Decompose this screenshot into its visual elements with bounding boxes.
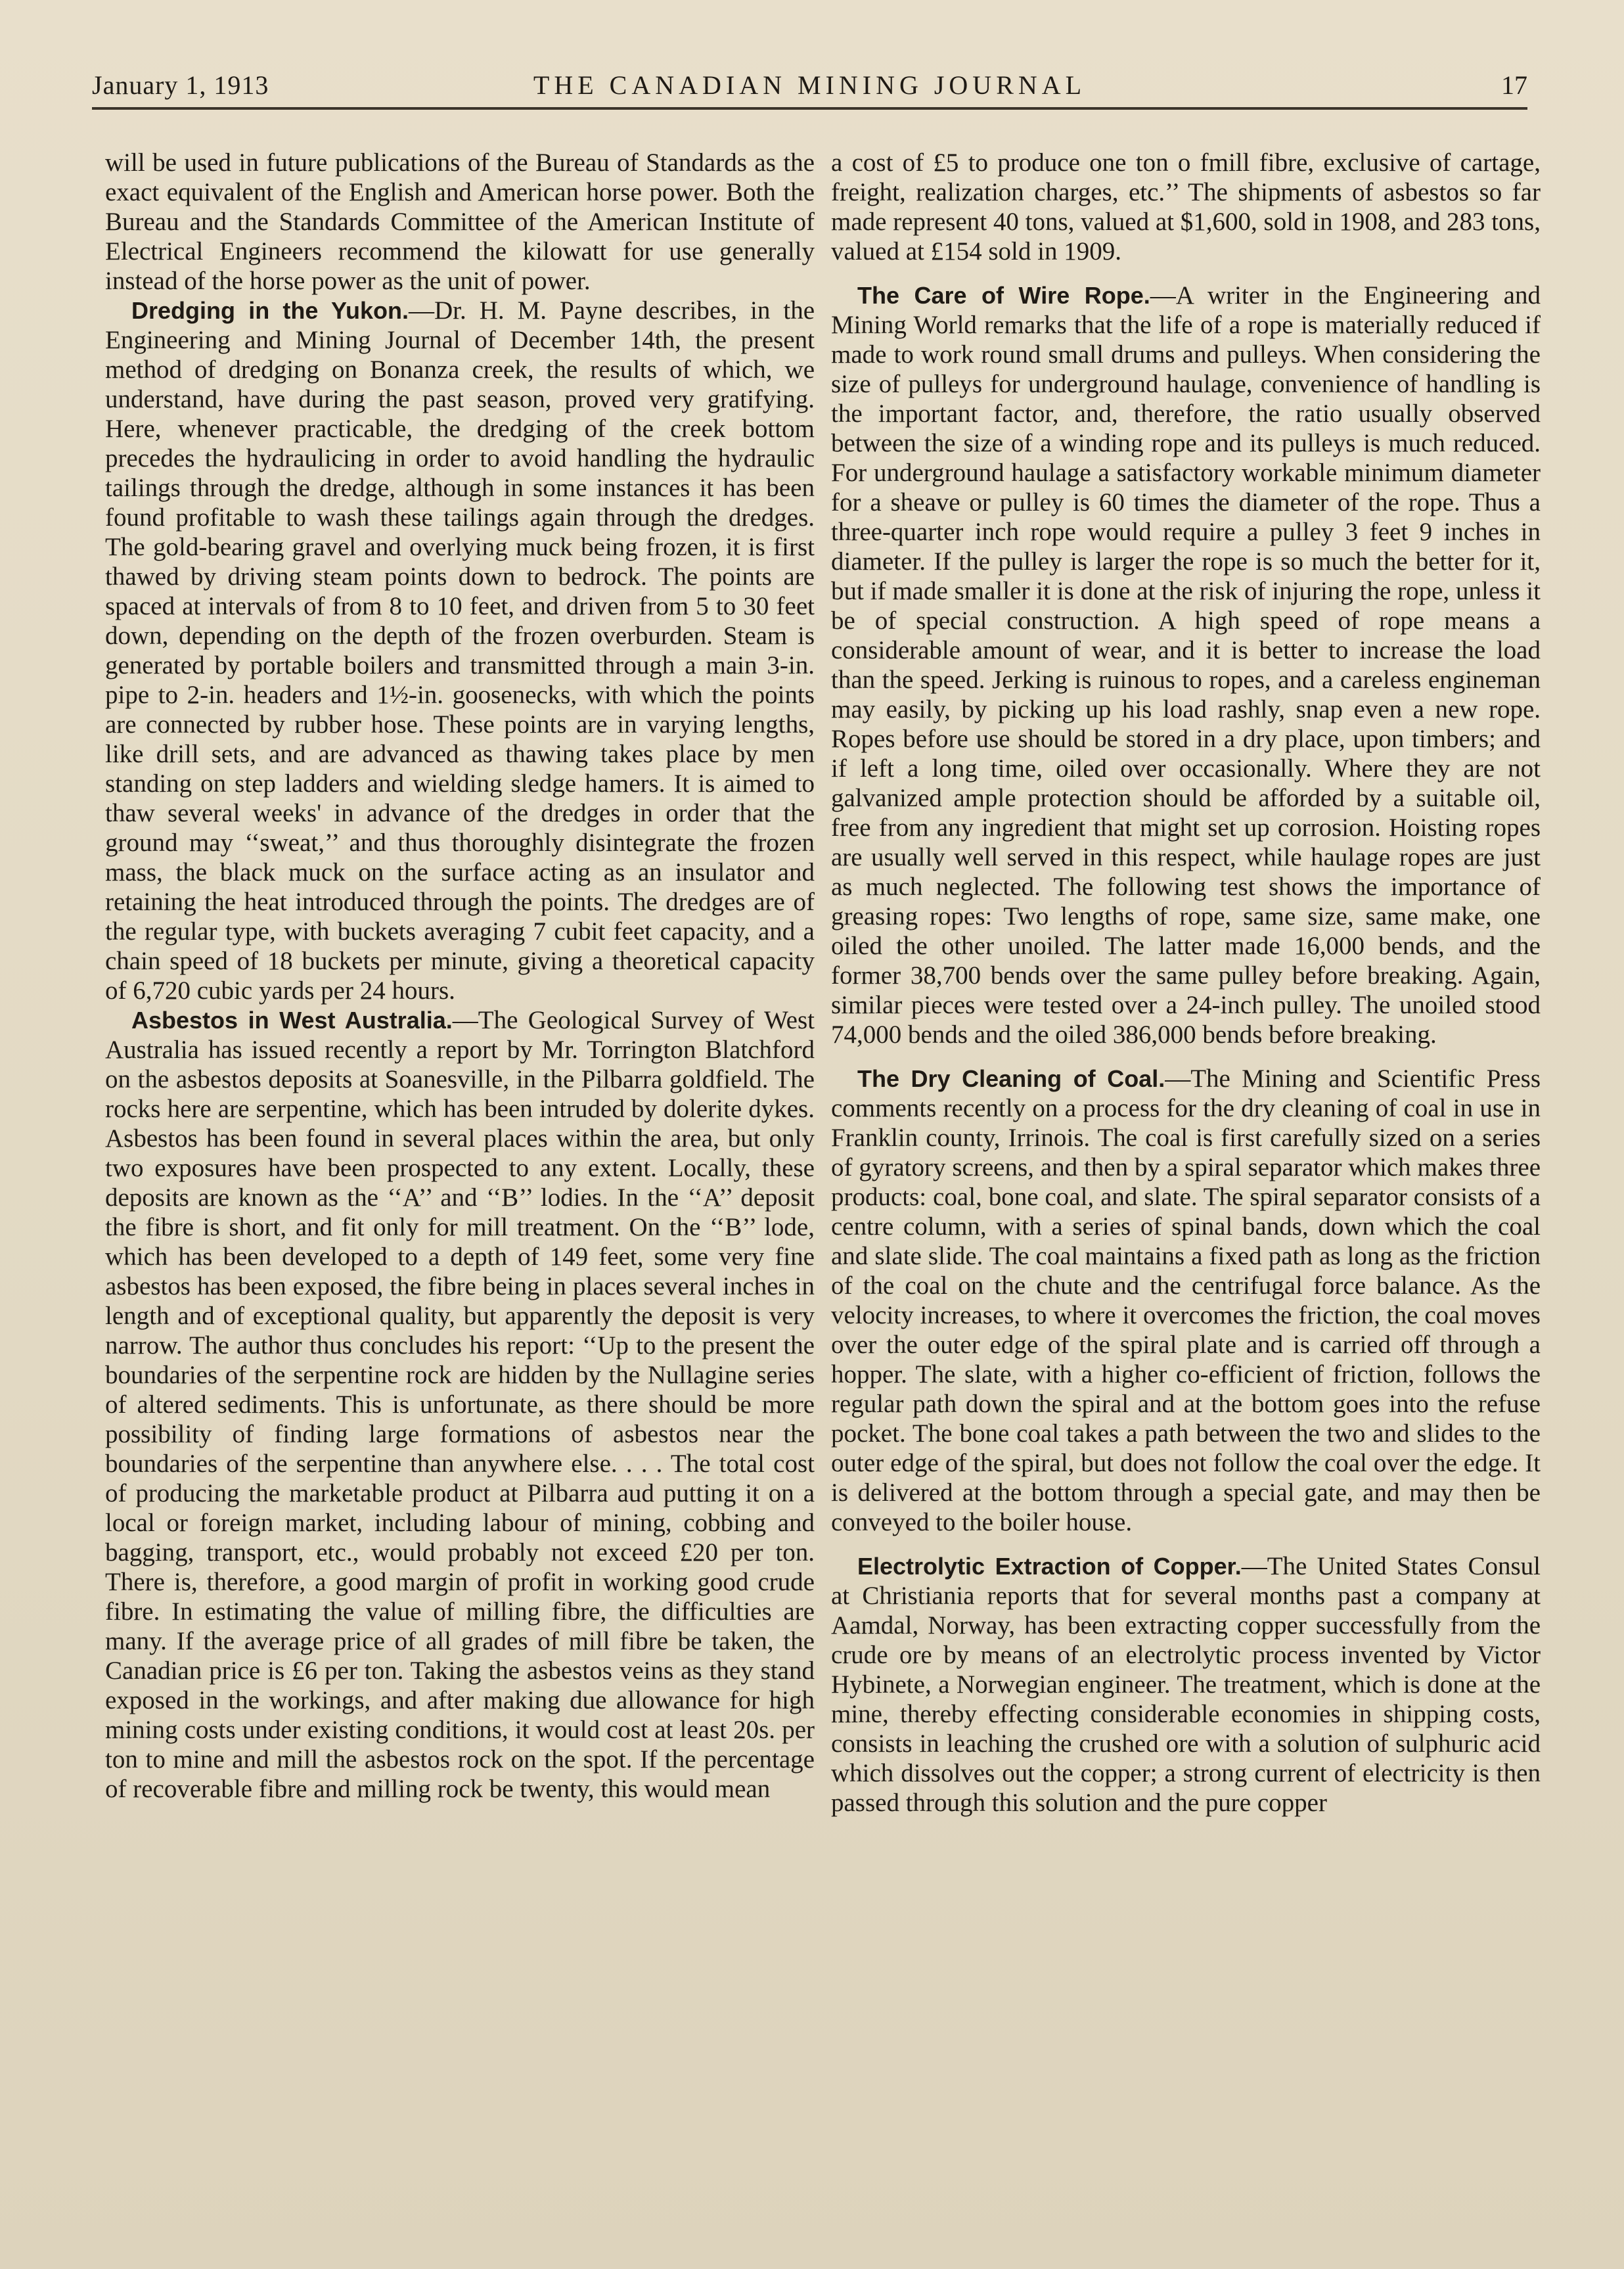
asbestos-text: —The Geological Survey of West Australia has issued recently a report by Mr. Torrington Blatchford on the asbestos deposits at Soanesville, in the Pilbarra goldfield. The rocks here are serpentine, which has been intruded by dolerite dykes. Asbestos has been found in several places within the area, but only two exposures have been prospected to any extent. Locally, these deposits are known as the ‘‘A’’ and ‘‘B’’ lodies. In the ‘‘A’’ deposit the fibre is short, and fit only for mill treatment. On the ‘‘B’’ lode, which has been developed to a depth of 149 feet, some very fine asbestos has been exposed, the fibre being in places several inches in length and of exceptional quality, but apparently the deposit is very narrow. The author thus concludes his report: ‘‘Up to the present the boundaries of the serpentine rock are hidden by the Nullagine series of altered sediments. This is unfortunate, as there should be more possibility of finding large formations of asbestos near the boundaries of the serpentine than anywhere else. . . . The total cost of producing the marketable product at Pilbarra aud putting it on a local or foreign market, including labour of mining, cobbing and bagging, transport, etc., would probably not exceed £20 per ton. There is, therefore, a good margin of profit in working good crude fibre. In estimating the value of milling fibre, the difficulties are many. If the average price of all grades of mill fibre be taken, the Canadian price is £6 per ton. Taking the asbestos veins as they stand exposed in the workings, and after making due allowance for high mining costs under existing conditions, it would cost at least 20s. per ton to mine and mill the asbestos rock on the spot. If the percentage of recoverable fibre and milling rock be twenty, this would mean [105,1006,815,1803]
bureau-standards-paragraph: will be used in future publications of the Bureau of Standards as the exact equivalent of the English and American horse power. Both the Bureau and the Standards Committee of the American Institute of Electrical Engineers recommend the kilowatt for use generally instead of the horse power as the unit of power. [105,149,815,295]
dredging-article [105,296,815,1005]
wire-rope-heading: The Care of Wire Rope. [857,282,1150,309]
dry-cleaning-text: —The Mining and Scientific Press comments recently on a process for the dry cleaning of coal in use in Franklin county, Irrinois. The coal is first carefully sized on a series of gyratory screens, and then by a spiral separator which makes three products: coal, bone coal, and slate. The spiral separator consists of a centre column, with a series of spinal bands, down which the coal and slate slide. The coal maintains a fixed path as long as the friction of the coal on the chute and the centrifugal force balance. As the velocity increases, to where it overcomes the friction, the coal moves over the outer edge of the spiral plate and is carried off through a hopper. The slate, with a higher co-efficient of friction, follows the regular path down the spiral and at the bottom goes into the refuse pocket. The bone coal takes a path between the two and slides to the outer edge of the spiral, but does not follow the coal over the edge. It is delivered at the bottom through a special gate, and may then be conveyed to the boiler house. [831,1065,1541,1536]
copper-heading: Electrolytic Extraction of Copper. [857,1553,1242,1580]
copper-text: —The United States Consul at Christiania reports that for several months past a company at Aamdal, Norway, has been extracting copper successfully from the crude ore by means of an electrolytic process invented by Victor Hybinete, a Norwegian engineer. The treatment, which is done at the mine, thereby effecting considerable economies in shipping costs, consists in leaching the crushed ore with a solution of sulphuric acid which dissolves out the copper; a strong current of electricity is then passed through this solution and the pure copper [831,1552,1541,1817]
copper-article [831,1551,1541,1818]
page-header [92,66,1527,112]
dredging-text: —Dr. H. M. Payne describes, in the Engineering and Mining Journal of December 14th, the present method of dredging on Bonanza creek, the results of which, we understand, have during the past season, proved very gratifying. Here, whenever practicable, the dredging of the creek bottom precedes the hydraulicing in order to avoid handling the hydraulic tailings through the dredge, although in some instances it has been found profitable to wash these tailings again through the dredges. The gold-bearing gravel and overlying muck being frozen, it is first thawed by driving steam points down to bedrock. The points are spaced at intervals of from 8 to 10 feet, and driven from 5 to 30 feet down, depending on the depth of the frozen overburden. Steam is generated by portable boilers and transmitted through a main 3-in. pipe to 2-in. headers and 1½-in. goosenecks, with which the points are connected by rubber hose. These points are in varying lengths, like drill sets, and are advanced as thawing takes place by men standing on step ladders and wielding sledge hamers. It is aimed to thaw several weeks' in advance of the dredges in order that the ground may ‘‘sweat,’’ and thus thoroughly disintegrate the frozen mass, the black muck on the surface acting as an insulator and retaining the heat introduced through the points. The dredges are of the regular type, with buckets averaging 7 cubit feet capacity, and a chain speed of 18 buckets per minute, giving a theoretical capacity of 6,720 cubic yards per 24 hours. [105,296,815,1005]
asbestos-article [105,1005,815,1804]
wire-rope-article [831,281,1541,1049]
journal-title: THE CANADIAN MINING JOURNAL [533,70,1087,100]
dry-cleaning-heading: The Dry Cleaning of Coal. [857,1065,1165,1092]
dry-cleaning-article [831,1064,1541,1537]
wire-rope-text: —A writer in the Engineering and Mining World remarks that the life of a rope is materially reduced if made to work round small drums and pulleys. When considering the size of pulleys for underground haulage, convenience of handling is the important factor, and, therefore, the ratio usually observed between the size of a winding rope and its pulleys is much reduced. For underground haulage a satisfactory workable minimum diameter for a sheave or pulley is 60 times the diameter of the rope. Thus a three-quarter inch rope would require a pulley 3 feet 9 inches in diameter. If the pulley is larger the rope is so much the better for it, but if made smaller it is done at the risk of injuring the rope, unless it be of special construction. A high speed of rope means a considerable amount of wear, and it is better to increase the load than the speed. Jerking is ruinous to ropes, and a careless engineman may easily, by picking up his load rashly, snap even a new rope. Ropes before use should be stored in a dry place, upon timbers; and if left a long time, oiled over occasionally. Where they are not galvanized ample protection should be afforded by a suitable oil, free from any ingredient that might set up corrosion. Hoisting ropes are usually well served in this respect, while haulage ropes are just as much neglected. The following test shows the importance of greasing ropes: Two lengths of rope, same size, same make, one oiled the other unoiled. The latter made 16,000 bends, and the former 38,700 bends over the same pulley before breaking. Again, similar pieces were tested over a 24-inch pulley. The unoiled stood 74,000 bends and the oiled 386,000 bends before breaking. [831,281,1541,1049]
page-number: 17 [1501,70,1527,100]
asbestos-continued-paragraph: a cost of £5 to produce one ton o fmill fibre, exclusive of cartage, freight, realization charges, etc.’’ The shipments of asbestos so far made represent 40 tons, valued at $1,600, sold in 1908, and 283 tons, valued at £154 sold in 1909. [831,149,1541,265]
dredging-heading: Dredging in the Yukon. [131,297,409,324]
right-column [831,148,1541,2132]
left-column [105,148,815,2132]
issue-date: January 1, 1913 [92,70,269,100]
asbestos-heading: Asbestos in West Australia. [131,1007,453,1034]
header-rule [92,107,1527,110]
